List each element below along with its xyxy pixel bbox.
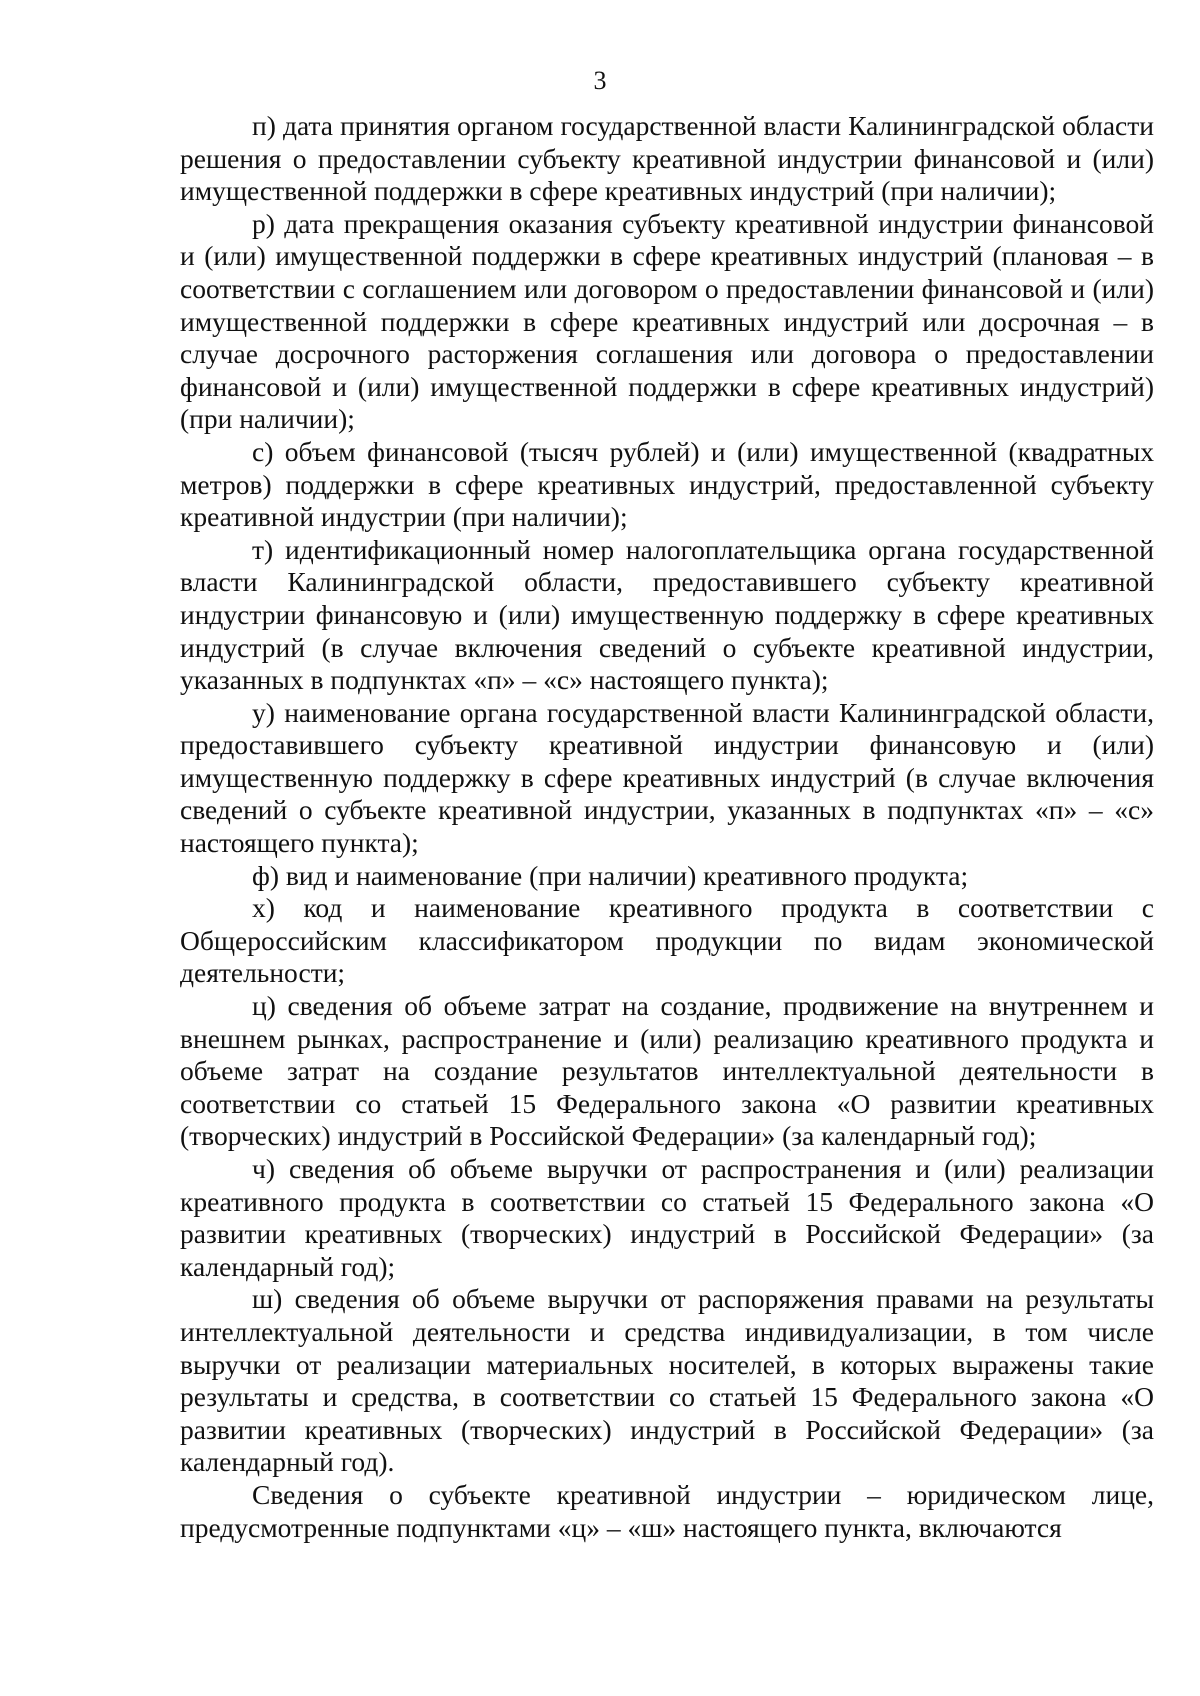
paragraph-t: т) идентификационный номер налогоплательщика органа государственной власти Калининградской области, предоставившего субъекту креативной индустрии финансовую и (или) имущественную поддержку в сфере креативных индустрий (в случае включения сведений о субъекте креативной индустрии, указанных в подпунктах «п» – «с» настоящего пункта); [180,533,1154,696]
document-body [180,110,1154,1544]
paragraph-ch: ч) сведения об объеме выручки от распространения и (или) реализации креативного продукта в соответствии со статьей 15 Федерального закона «О развитии креативных (творческих) индустрий в Российской Федерации» (за календарный год); [180,1153,1154,1282]
paragraph-p: п) дата принятия органом государственной власти Калининградской области решения о предоставлении субъекту креативной индустрии финансовой и (или) имущественной поддержки в сфере креативных индустрий (при наличии); [180,110,1154,207]
paragraph-r: р) дата прекращения оказания субъекту креативной индустрии финансовой и (или) имущественной поддержки в сфере креативных индустрий (плановая – в соответствии с соглашением или договором о предоставлении финансовой и (или) имущественной поддержки в сфере креативных индустрий или досрочная – в случае досрочного расторжения соглашения или договора о предоставлении финансовой и (или) имущественной поддержки в сфере креативных индустрий) (при наличии); [180,207,1154,435]
paragraph-ts: ц) сведения об объеме затрат на создание, продвижение на внутреннем и внешнем рынках, распространение и (или) реализацию креативного продукта и объеме затрат на создание результатов интеллектуальной деятельности в соответствии со статьей 15 Федерального закона «О развитии креативных (творческих) индустрий в Российской Федерации» (за календарный год); [180,990,1154,1152]
paragraph-sh: ш) сведения об объеме выручки от распоряжения правами на результаты интеллектуальной деятельности и средства индивидуализации, в том числе выручки от реализации материальных носителей, в которых выражены такие результаты и средства, в соответствии со статьей 15 Федерального закона «О развитии креативных (творческих) индустрий в Российской Федерации» (за календарный год). [180,1283,1154,1478]
page-number: 3 [593,66,607,95]
paragraph-u: у) наименование органа государственной власти Калининградской области, предоставившего субъекту креативной индустрии финансовую и (или) имущественную поддержку в сфере креативных индустрий (в случае включения сведений о субъекте креативной индустрии, указанных в подпунктах «п» – «с» настоящего пункта); [180,696,1154,859]
paragraph-s: с) объем финансовой (тысяч рублей) и (или) имущественной (квадратных метров) поддержки в сфере креативных индустрий, предоставленной субъекту креативной индустрии (при наличии); [180,435,1154,533]
paragraph-kh: х) код и наименование креативного продукта в соответствии с Общероссийским классификатором продукции по видам экономической деятельности; [180,892,1154,989]
paragraph-final: Сведения о субъекте креативной индустрии – юридическом лице, предусмотренные подпунктами «ц» – «ш» настоящего пункта, включаются [180,1478,1154,1543]
paragraph-f: ф) вид и наименование (при наличии) креативного продукта; [252,859,969,891]
